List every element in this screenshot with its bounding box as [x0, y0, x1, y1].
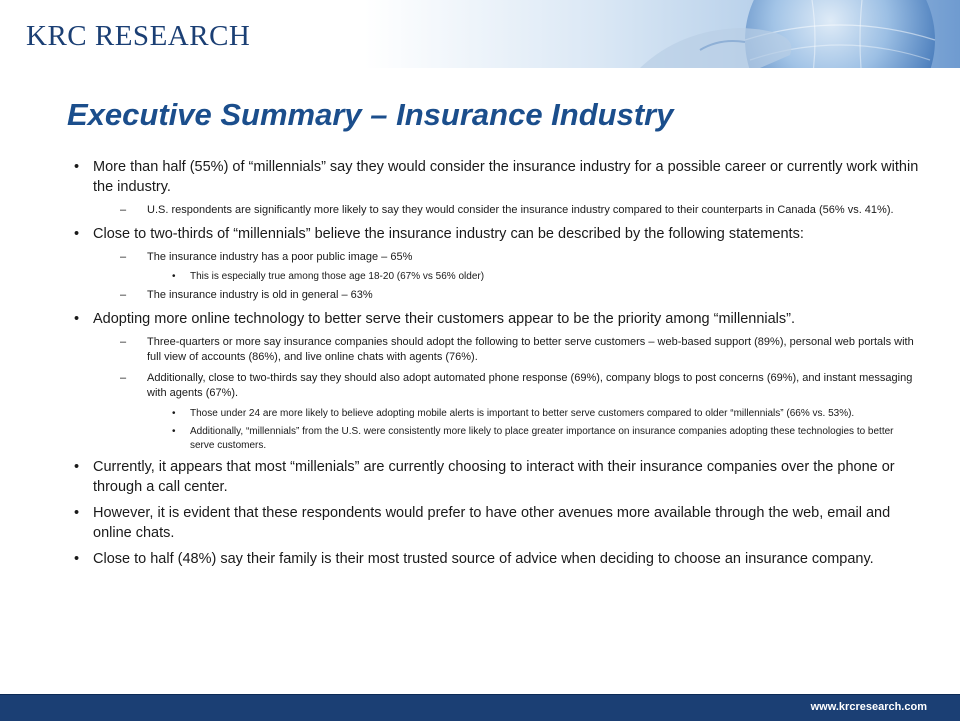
bullet-marker: • [74, 504, 80, 521]
bullet-level-1 [0, 224, 960, 244]
bullet-text: Adopting more online technology to better serve their customers appear to be the priority among “millennials”. [93, 310, 796, 327]
krc-research-logo: KRC RESEARCH [26, 20, 251, 52]
bullet-marker: • [74, 310, 80, 327]
bullet-marker: – [120, 204, 127, 216]
bullet-level-2 [0, 250, 960, 266]
bullet-level-1 [0, 549, 960, 569]
page-title: Executive Summary – Insurance Industry [67, 97, 674, 132]
bullet-marker: – [120, 289, 127, 301]
bullet-level-3 [0, 425, 960, 453]
bullet-level-1 [0, 457, 960, 497]
bullet-marker: • [74, 458, 80, 475]
bullet-text: More than half (55%) of “millennials” say they would consider the insurance industry for a possible career or currently work within the industry. [93, 159, 919, 195]
bullet-text: The insurance industry has a poor public image – 65% [147, 250, 413, 263]
bullet-text: The insurance industry is old in general – 63% [147, 289, 373, 301]
footer-bar [0, 694, 960, 721]
bullet-level-1 [0, 157, 960, 197]
bullet-text: Additionally, “millennials” from the U.S. were consistently more likely to place greater importance on insurance companies adopting these technologies to better serve customers. [190, 425, 894, 451]
bullet-level-1 [0, 503, 960, 543]
bullet-level-3 [0, 407, 960, 421]
bullet-level-3 [0, 270, 960, 284]
footer-website-url: www.krcresearch.com [810, 701, 927, 713]
bullet-text: However, it is evident that these respondents would prefer to have other avenues more available through the web, email and online chats. [93, 504, 891, 541]
bullet-text: U.S. respondents are significantly more likely to say they would consider the insurance industry compared to their counterparts in Canada (56% vs. 41%). [147, 204, 894, 216]
bullet-marker: • [74, 159, 80, 175]
bullet-marker: • [74, 225, 80, 242]
bullet-marker: • [172, 407, 176, 419]
bullet-marker: – [120, 371, 127, 384]
bullet-level-1 [0, 309, 960, 329]
bullet-level-2 [0, 288, 960, 304]
bullet-text: Three-quarters or more say insurance companies should adopt the following to better serve customers – web-based support (89%), personal web portals with full view of accounts (86%), and live online chats with agents (76%). [147, 335, 914, 363]
header-banner [0, 0, 960, 68]
bullet-text: Close to half (48%) say their family is their most trusted source of advice when deciding to choose an insurance company. [93, 550, 874, 567]
bullet-text: Close to two-thirds of “millennials” believe the insurance industry can be described by the following statements: [93, 225, 804, 242]
bullet-text: This is especially true among those age 18-20 (67% vs 56% older) [190, 271, 485, 282]
bullet-level-2 [0, 203, 960, 219]
bullet-text: Those under 24 are more likely to believe adopting mobile alerts is important to better serve customers compared to older “millennials” (66% vs. 53%). [190, 407, 855, 419]
bullet-level-2 [0, 335, 960, 366]
bullet-text: Additionally, close to two-thirds say they should also adopt automated phone response (69%), company blogs to post concerns (69%), and instant messaging with agents (67%). [147, 371, 913, 399]
bullet-marker: • [74, 550, 80, 567]
executive-summary-list [0, 157, 960, 575]
bullet-marker: • [172, 271, 176, 282]
bullet-text: Currently, it appears that most “millenials” are currently choosing to interact with their insurance companies over the phone or through a call center. [93, 458, 895, 495]
bullet-marker: – [120, 335, 127, 348]
bullet-marker: • [172, 425, 176, 437]
bullet-level-2 [0, 371, 960, 402]
bullet-marker: – [120, 250, 127, 263]
